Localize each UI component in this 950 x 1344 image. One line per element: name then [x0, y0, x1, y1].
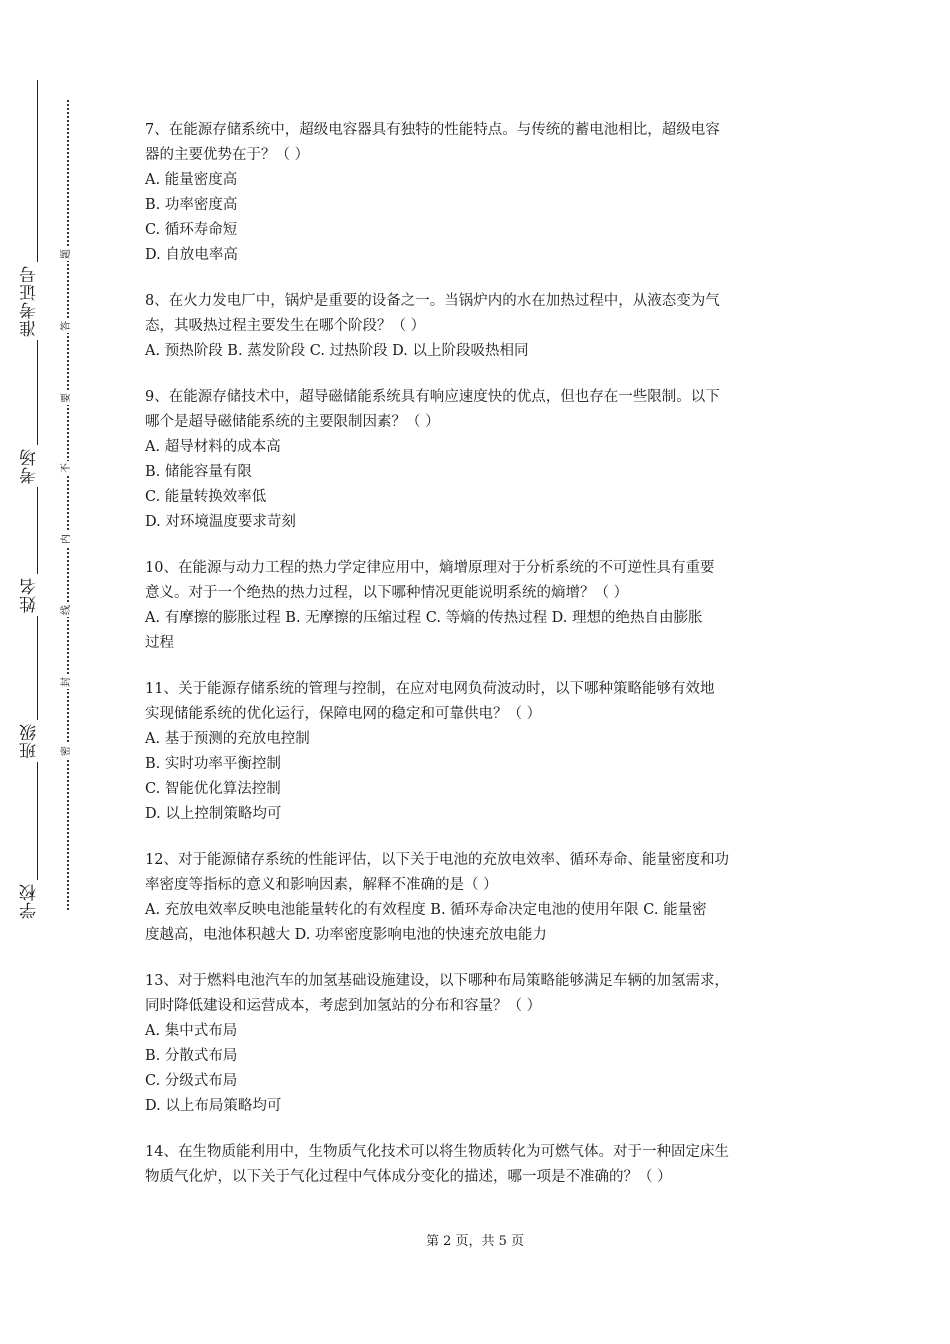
question-13	[145, 969, 810, 1119]
question-text: 率密度等指标的意义和影响因素，解释不准确的是（ ）	[145, 877, 498, 893]
question-text: 7、在能源存储系统中，超级电容器具有独特的性能特点。与传统的蓄电池相比，超级电容	[145, 122, 720, 138]
option-b: B. 实时功率平衡控制	[145, 756, 281, 772]
question-12	[145, 848, 810, 948]
option-d: D. 以上控制策略均可	[145, 806, 282, 822]
binding-margin	[0, 0, 100, 1344]
question-8	[145, 289, 810, 364]
exam-room-label: 考场	[22, 445, 39, 487]
question-text: 10、在能源与动力工程的热力学定律应用中，熵增原理对于分析系统的不可逆性具有重要	[145, 560, 715, 576]
option-a: A. 集中式布局	[145, 1023, 238, 1039]
question-text: 器的主要优势在于？（ ）	[145, 147, 310, 163]
option-d: D. 自放电率高	[145, 247, 238, 263]
question-options-inline: A. 充放电效率反映电池能量转化的有效程度 B. 循环寿命决定电池的使用年限 C. 能量密	[145, 902, 707, 918]
option-b: B. 功率密度高	[145, 197, 238, 213]
option-a: A. 能量密度高	[145, 172, 238, 188]
question-11	[145, 677, 810, 827]
school-label: 学校	[22, 880, 39, 922]
seal-char: 线	[61, 605, 72, 615]
question-text: 态，其吸热过程主要发生在哪个阶段？（ ）	[145, 318, 426, 334]
question-options-inline: A. 预热阶段 B. 蒸发阶段 C. 过热阶段 D. 以上阶段吸热相同	[145, 343, 529, 359]
seal-char: 不	[61, 463, 72, 473]
seal-char: 要	[61, 393, 72, 403]
question-text: 14、在生物质能利用中，生物质气化技术可以将生物质转化为可燃气体。对于一种固定床生	[145, 1144, 729, 1160]
question-text: 13、对于燃料电池汽车的加氢基础设施建设，以下哪种布局策略能够满足车辆的加氢需求，	[145, 973, 729, 989]
class-label: 班级	[22, 720, 39, 762]
question-options-inline: 过程	[145, 635, 174, 651]
question-text: 12、对于能源储存系统的性能评估，以下关于电池的充放电效率、循环寿命、能量密度和功	[145, 852, 729, 868]
name-label: 姓名	[22, 574, 39, 616]
option-b: B. 储能容量有限	[145, 464, 252, 480]
option-c: C. 分级式布局	[145, 1073, 238, 1089]
question-text: 9、在能源存储技术中，超导磁储能系统具有响应速度快的优点，但也存在一些限制。以下	[145, 389, 720, 405]
option-c: C. 循环寿命短	[145, 222, 238, 238]
question-options-inline: A. 有摩擦的膨胀过程 B. 无摩擦的压缩过程 C. 等熵的传热过程 D. 理想的绝热自由膨胀	[145, 610, 703, 626]
option-a: A. 基于预测的充放电控制	[145, 731, 310, 747]
question-text: 物质气化炉，以下关于气化过程中气体成分变化的描述，哪一项是不准确的？（ ）	[145, 1169, 672, 1185]
option-b: B. 分散式布局	[145, 1048, 238, 1064]
question-options-inline: 度越高，电池体积越大 D. 功率密度影响电池的快速充放电能力	[145, 927, 547, 943]
question-text: 哪个是超导磁储能系统的主要限制因素？（ ）	[145, 414, 440, 430]
option-d: D. 对环境温度要求苛刻	[145, 514, 296, 530]
seal-char: 内	[61, 534, 72, 544]
question-text: 同时降低建设和运营成本，考虑到加氢站的分布和容量？（ ）	[145, 998, 542, 1014]
page-number: 第 2 页，共 5 页	[425, 1234, 525, 1249]
question-7	[145, 118, 810, 268]
question-text: 实现储能系统的优化运行，保障电网的稳定和可靠供电？（ ）	[145, 706, 542, 722]
seal-char: 密	[61, 746, 72, 756]
option-c: C. 能量转换效率低	[145, 489, 267, 505]
option-d: D. 以上布局策略均可	[145, 1098, 282, 1114]
question-10	[145, 556, 810, 656]
seal-char: 题	[61, 249, 72, 259]
seal-char: 封	[61, 677, 72, 687]
binding-solid-line	[37, 80, 38, 920]
question-text: 意义。对于一个绝热的热力过程，以下哪种情况更能说明系统的熵增？（ ）	[145, 585, 629, 601]
question-text: 8、在火力发电厂中，锅炉是重要的设备之一。当锅炉内的水在加热过程中，从液态变为气	[145, 293, 720, 309]
option-c: C. 智能优化算法控制	[145, 781, 281, 797]
seal-dotted-line	[67, 100, 69, 910]
question-14	[145, 1140, 810, 1190]
question-text: 11、关于能源存储系统的管理与控制，在应对电网负荷波动时，以下哪种策略能够有效地	[145, 681, 715, 697]
question-list	[145, 118, 810, 1211]
seal-char: 答	[61, 321, 72, 331]
option-a: A. 超导材料的成本高	[145, 439, 281, 455]
exam-id-label: 准考证号	[22, 262, 39, 340]
question-9	[145, 385, 810, 535]
